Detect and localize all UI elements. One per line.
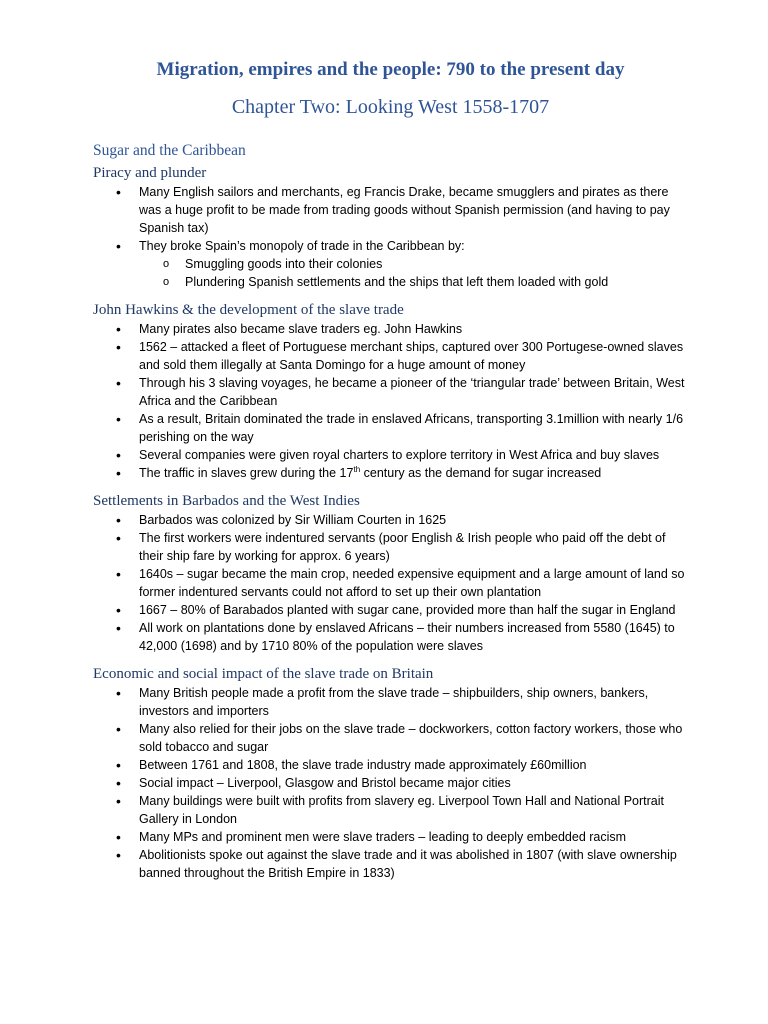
- section-john-hawkins: [93, 300, 688, 482]
- list-item: • They broke Spain’s monopoly of trade in the Caribbean by:: [93, 237, 688, 255]
- list-item: • 1667 – 80% of Barabados planted with sugar cane, provided more than half the sugar in England: [93, 601, 688, 619]
- superscript: th: [353, 464, 361, 474]
- section-heading: John Hawkins & the development of the slave trade: [93, 302, 404, 318]
- section-heading: Settlements in Barbados and the West Indies: [93, 493, 360, 509]
- bullet-list: [93, 183, 688, 255]
- section-economic-impact: [93, 664, 688, 882]
- list-item: • Barbados was colonized by Sir William Courten in 1625: [93, 511, 688, 529]
- list-item: • Abolitionists spoke out against the slave trade and it was abolished in 1807 (with slave ownership banned throughout the British Empire in 1833): [93, 846, 688, 882]
- list-item: • Between 1761 and 1808, the slave trade industry made approximately £60million: [93, 756, 688, 774]
- document-title: Migration, empires and the people: 790 to the present day: [156, 59, 625, 80]
- list-item: • Many buildings were built with profits from slavery eg. Liverpool Town Hall and National Portrait Gallery in London: [93, 792, 688, 828]
- list-item: • 1640s – sugar became the main crop, needed expensive equipment and a large amount of land so former indentured servants could not afford to set up their own plantation: [93, 565, 688, 601]
- list-item: • Through his 3 slaving voyages, he became a pioneer of the ‘triangular trade’ between Britain, West Africa and the Caribbean: [93, 374, 688, 410]
- list-item: • All work on plantations done by enslaved Africans – their numbers increased from 5580 (1645) to 42,000 (1698) and by 1710 80% of the population were slaves: [93, 619, 688, 655]
- list-item: [93, 464, 688, 482]
- subsection-heading: Piracy and plunder: [93, 165, 207, 181]
- list-item: • Several companies were given royal charters to explore territory in West Africa and buy slaves: [93, 446, 688, 464]
- list-item: • Many also relied for their jobs on the slave trade – dockworkers, cotton factory workers, those who sold tobacco and sugar: [93, 720, 688, 756]
- list-item: • Many English sailors and merchants, eg Francis Drake, became smugglers and pirates as there was a huge profit to be made from trading goods without Spanish permission (and having to pay Spanish tax): [93, 183, 688, 237]
- chapter-title: Chapter Two: Looking West 1558-1707: [231, 96, 550, 118]
- list-item: • Many pirates also became slave traders eg. John Hawkins: [93, 320, 688, 338]
- list-item: • Social impact – Liverpool, Glasgow and Bristol became major cities: [93, 774, 688, 792]
- section-heading: Economic and social impact of the slave trade on Britain: [93, 666, 434, 682]
- bullet-list: [93, 320, 688, 482]
- section-barbados: [93, 491, 688, 655]
- sub-list-item: o Smuggling goods into their colonies: [93, 255, 688, 273]
- bullet-list: [93, 684, 688, 882]
- list-item-text: century as the demand for sugar increased: [360, 466, 602, 480]
- section-sugar-caribbean: [93, 141, 688, 291]
- list-item: • Many British people made a profit from the slave trade – shipbuilders, ship owners, bankers, investors and importers: [93, 684, 688, 720]
- sub-bullet-list: [93, 255, 688, 291]
- list-item-text: The traffic in slaves grew during the 17: [139, 466, 354, 480]
- list-item: • Many MPs and prominent men were slave traders – leading to deeply embedded racism: [93, 828, 688, 846]
- list-item: • As a result, Britain dominated the trade in enslaved Africans, transporting 3.1million with nearly 1/6 perishing on the way: [93, 410, 688, 446]
- bullet-list: [93, 511, 688, 655]
- list-item: • 1562 – attacked a fleet of Portuguese merchant ships, captured over 300 Portugese-owned slaves and sold them illegally at Santa Domingo for a huge amount of money: [93, 338, 688, 374]
- section-heading: Sugar and the Caribbean: [93, 142, 246, 159]
- sub-list-item: o Plundering Spanish settlements and the ships that left them loaded with gold: [93, 273, 688, 291]
- list-item: • The first workers were indentured servants (poor English & Irish people who paid off the debt of their ship fare by working for approx. 6 years): [93, 529, 688, 565]
